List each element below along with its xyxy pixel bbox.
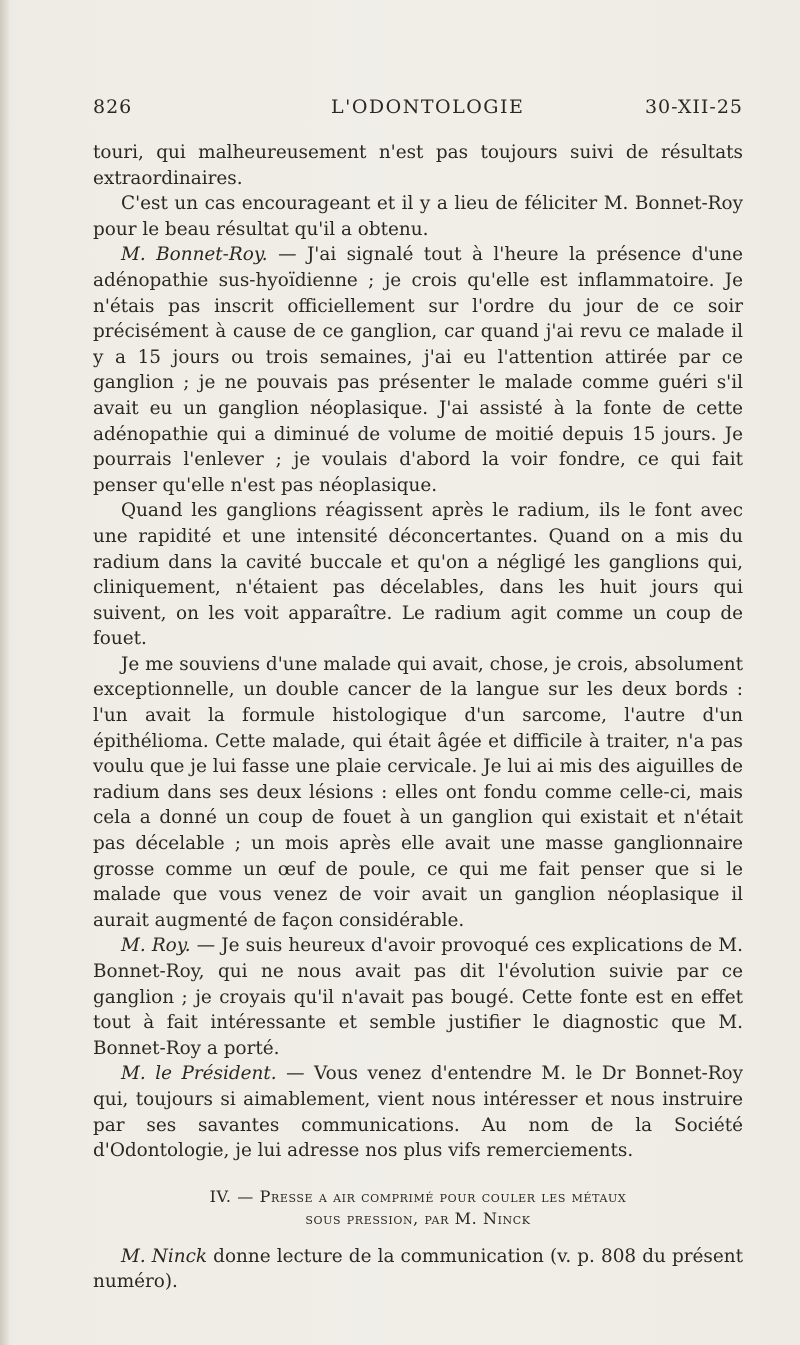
paragraph-text: — J'ai signalé tout à l'heure la présence d'une adénopathie sus-hyoïdienne ; je crois qu'elle est inflammatoire. Je n'étais pas inscrit officiellement sur l'ordre du jour de ce soir précisément à cause de ce ganglion, car quand j'ai revu ce malade il y a 15 jours ou trois semaines, j'ai eu l'attention attirée par ce ganglion ; je ne pouvais pas présenter le malade comme guéri s'il avait eu un ganglion néoplasique. J'ai assisté à la fonte de cette adénopathie qui a diminué de volume de moitié depuis 15 jours. Je pourrais l'enlever ; je voulais d'abord la voir fondre, ce qui fait penser qu'elle n'est pas néoplasique. <box>93 244 743 496</box>
speaker-name: M. Ninck <box>121 1245 208 1267</box>
paragraph-text: donne lecture de la communication (v. p. 808 du présent numéro). <box>93 1245 743 1293</box>
speaker-name: M. Bonnet-Roy. <box>121 244 268 266</box>
issue-date: 30-XII-25 <box>644 96 743 118</box>
paragraph-7 <box>93 1061 743 1163</box>
paragraph-3 <box>93 242 743 498</box>
paragraph-4: Quand les ganglions réagissent après le radium, ils le font avec une rapidité et une intensité déconcertantes. Quand on a mis du radium dans la cavité buccale et qu'on a négligé les ganglions qui, cliniquement, n'étaient pas décelables, dans les huit jours qui suivent, on les voit apparaître. Le radium agit comme un coup de fouet. <box>93 500 743 650</box>
section-heading <box>93 1186 743 1230</box>
article-body <box>93 140 743 1295</box>
running-header <box>93 96 743 126</box>
paragraph-text: — Je suis heureux d'avoir provoqué ces explications de M. Bonnet-Roy, qui ne nous avait pas dit l'évolution suivie par ce ganglion ; je croyais qu'il n'avait pas bougé. Cette fonte est en effet tout à fait intéressante et semble justifier le diagnostic que M. Bonnet-Roy a porté. <box>93 935 743 1059</box>
paragraph-6 <box>93 933 743 1061</box>
paragraph-5: Je me souviens d'une malade qui avait, chose, je crois, absolument exceptionnelle, un double cancer de la langue sur les deux bords : l'un avait la formule histologique d'un sarcome, l'autre d'un épithélioma. Cette malade, qui était âgée et difficile à traiter, n'a pas voulu que je lui fasse une plaie cervicale. Je lui ai mis des aiguilles de radium dans ses deux lésions : elles ont fondu comme celle-ci, mais cela a donné un coup de fouet à un ganglion qui existait et n'était pas décelable ; un mois après elle avait une masse ganglionnaire grosse comme un œuf de poule, ce qui me fait penser que si le malade que vous venez de voir avait un ganglion néoplasique il aurait augmenté de façon considérable. <box>93 653 743 931</box>
paragraph-text: — Vous venez d'entendre M. le Dr Bonnet-Roy qui, toujours si aimablement, vient nous intéresser et nous instruire par ses savantes communications. Au nom de la Société d'Odontologie, je lui adresse nos plus vifs remerciements. <box>93 1063 743 1162</box>
paragraph-2: C'est un cas encourageant et il y a lieu de féliciter M. Bonnet-Roy pour le beau résultat qu'il a obtenu. <box>93 193 743 240</box>
journal-title: L'ODONTOLOGIE <box>331 96 525 118</box>
section-heading-line-2: sous pression, par M. Ninck <box>305 1208 531 1228</box>
speaker-name: M. le Président. <box>121 1063 277 1085</box>
page-number: 826 <box>93 96 133 118</box>
section-heading-line-1: IV. — Presse a air comprimé pour couler les métaux <box>209 1186 627 1206</box>
speaker-name: M. Roy. <box>121 935 191 957</box>
paragraph-final <box>93 1244 743 1295</box>
paragraph-1: touri, qui malheureusement n'est pas toujours suivi de résultats extraordinaires. <box>93 142 743 189</box>
page-gutter-shadow <box>0 0 10 1345</box>
